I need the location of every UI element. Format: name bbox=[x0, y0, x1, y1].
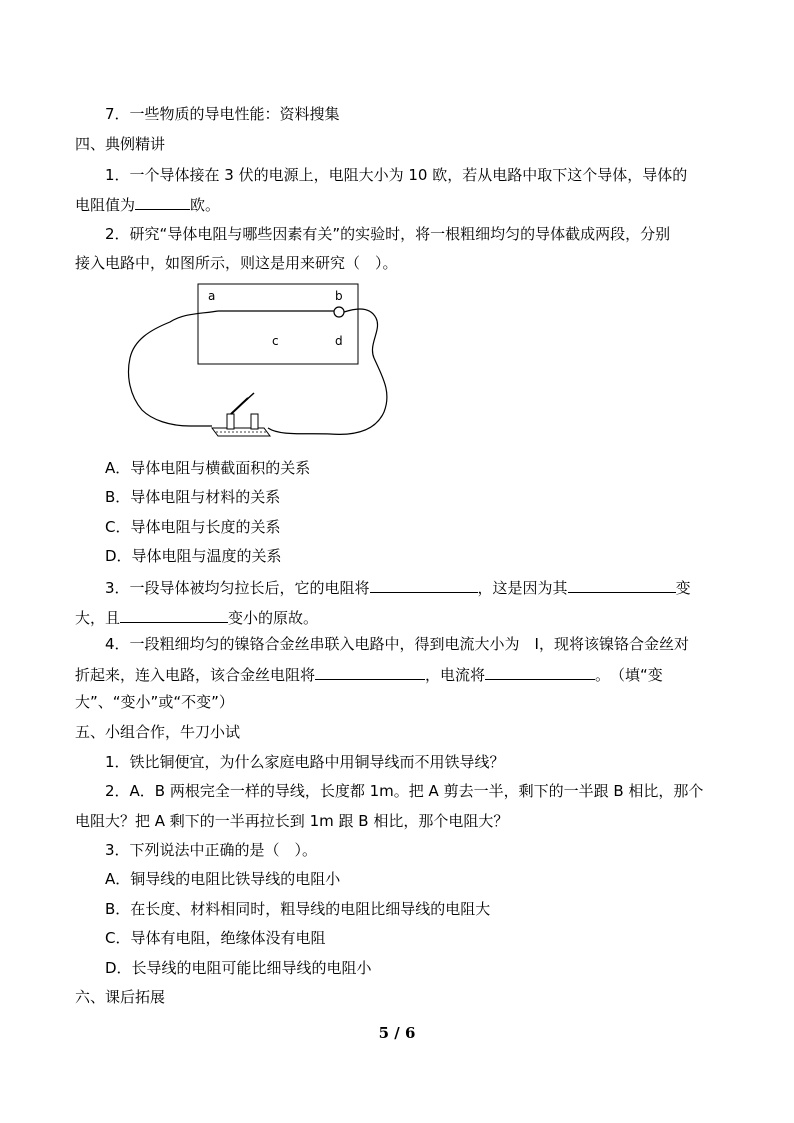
q3-line-2 bbox=[75, 606, 318, 628]
wire-left bbox=[129, 311, 219, 426]
q3-answer-blank-2[interactable] bbox=[568, 576, 676, 593]
q2-option-b: B．导体电阻与材料的关系 bbox=[105, 488, 281, 506]
q2-line-2: 接入电路中，如图所示，则这是用来研究（ ）。 bbox=[75, 254, 398, 272]
p3-option-d: D．长导线的电阻可能比细导线的电阻小 bbox=[105, 959, 372, 977]
section-5-heading: 五、小组合作，牛刀小试 bbox=[75, 723, 241, 741]
p2-line-2: 电阻大？把 A 剩下的一半再拉长到 1m 跟 B 相比，那个电阻大？ bbox=[75, 812, 509, 830]
p3-text: 3．下列说法中正确的是（ ）。 bbox=[105, 841, 318, 859]
section-4-heading: 四、典例精讲 bbox=[75, 135, 166, 153]
q3-text-pre: 3．一段导体被均匀拉长后，它的电阻将 bbox=[105, 579, 370, 597]
q2-line-1: 2．研究“导体电阻与哪些因素有关”的实验时，将一根粗细均匀的导体截成两段，分别 bbox=[105, 225, 671, 243]
q4-answer-blank-2[interactable] bbox=[485, 663, 595, 680]
q2-option-c: C．导体电阻与长度的关系 bbox=[105, 518, 281, 536]
q3-text-mid: ，这是因为其 bbox=[477, 579, 568, 597]
p3-option-a: A．铜导线的电阻比铁导线的电阻小 bbox=[105, 870, 341, 888]
section-6-heading: 六、课后拓展 bbox=[75, 988, 166, 1006]
knife-switch-icon bbox=[212, 393, 270, 436]
label-b: b bbox=[335, 289, 343, 303]
q3-answer-blank-3[interactable] bbox=[120, 606, 228, 623]
circuit-diagram bbox=[120, 278, 400, 448]
q4-line-1: 4．一段粗细均匀的镍铬合金丝串联入电路中，得到电流大小为 I，现将该镍铬合金丝对 bbox=[105, 635, 689, 653]
wire-right bbox=[268, 309, 387, 434]
p1-text: 1．铁比铜便宜，为什么家庭电路中用铜导线而不用铁导线？ bbox=[105, 753, 505, 771]
q1-text-post: 欧。 bbox=[190, 196, 221, 214]
q1-line-2 bbox=[75, 193, 220, 215]
q2-option-d: D．导体电阻与温度的关系 bbox=[105, 547, 282, 565]
q1-line-1: 1．一个导体接在 3 伏的电源上，电阻大小为 10 欧，若从电路中取下这个导体，导体的 bbox=[105, 166, 688, 184]
item-7: 7．一些物质的导电性能：资料搜集 bbox=[105, 105, 340, 123]
q3-text-post: 变 bbox=[675, 579, 691, 597]
q4-line-2 bbox=[75, 663, 663, 685]
label-a: a bbox=[208, 289, 216, 303]
q4-text-post: 。 （填“变 bbox=[595, 666, 663, 684]
q3-line-1 bbox=[105, 576, 691, 598]
q4-text-pre: 折起来，连入电路，该合金丝电阻将 bbox=[75, 666, 316, 684]
q4-line-3: 大”、“变小”或“不变”） bbox=[75, 693, 234, 711]
q4-text-mid: ，电流将 bbox=[425, 666, 486, 684]
q1-text-pre: 电阻值为 bbox=[75, 196, 136, 214]
q3-text-post-2: 变小的原故。 bbox=[228, 609, 319, 627]
q2-option-a: A．导体电阻与横截面积的关系 bbox=[105, 459, 311, 477]
terminal-b bbox=[334, 307, 344, 317]
q4-answer-blank-1[interactable] bbox=[315, 663, 425, 680]
conductor-board bbox=[198, 284, 358, 364]
label-d: d bbox=[335, 334, 343, 348]
p2-line-1: 2．A．B 两根完全一样的导线，长度都 1m。把 A 剪去一半，剩下的一半跟 B 相比，那个 bbox=[105, 782, 704, 800]
p3-option-c: C．导体有电阻，绝缘体没有电阻 bbox=[105, 929, 326, 947]
page-number: 5 / 6 bbox=[378, 1024, 416, 1042]
label-c: c bbox=[272, 334, 279, 348]
q3-answer-blank-1[interactable] bbox=[370, 576, 478, 593]
q1-answer-blank[interactable] bbox=[135, 193, 190, 210]
p3-option-b: B．在长度、材料相同时，粗导线的电阻比细导线的电阻大 bbox=[105, 900, 491, 918]
q3-text-pre-2: 大，且 bbox=[75, 609, 121, 627]
